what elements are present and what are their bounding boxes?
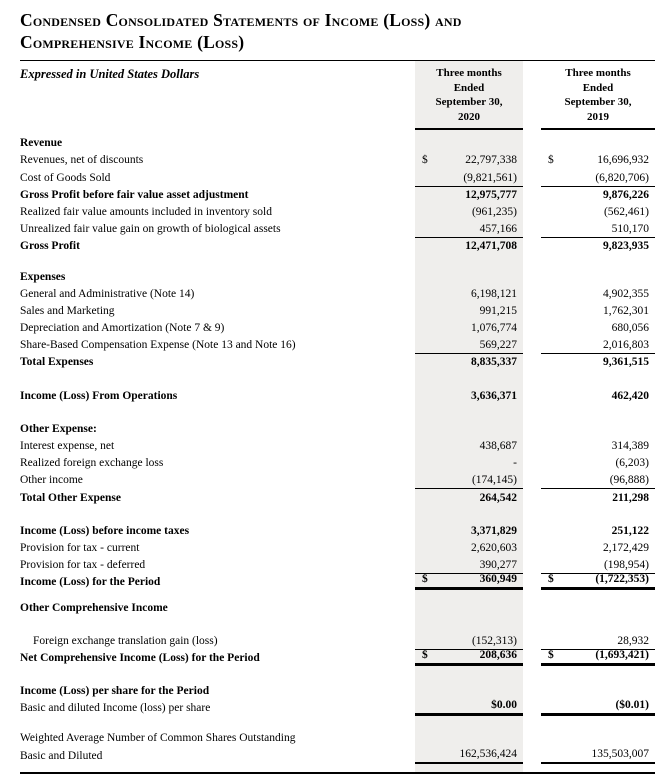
- row-label: Provision for tax - deferred: [20, 559, 146, 572]
- cell-value: 569,227: [479, 339, 517, 352]
- value-cell-2019: [541, 471, 655, 488]
- row-label: Sales and Marketing: [20, 304, 115, 317]
- cell-value: ($0.01): [615, 699, 649, 712]
- dollar-sign: $: [422, 648, 428, 661]
- table-body: [20, 61, 655, 772]
- value-cell-2020: [415, 539, 523, 556]
- value-cell-2020: [415, 302, 523, 319]
- cell-value: 462,420: [611, 389, 649, 402]
- table-row: [20, 598, 655, 615]
- cell-value: (6,203): [615, 457, 649, 470]
- value-cell-2019: [541, 186, 655, 203]
- cell-value: 9,876,226: [603, 188, 649, 201]
- row-spacer: [20, 764, 655, 772]
- value-cell-2019: [541, 539, 655, 556]
- table-row: [20, 336, 655, 353]
- dollar-sign: $: [548, 648, 554, 661]
- row-label: Income (Loss) before income taxes: [20, 524, 190, 537]
- column-spacer: [523, 267, 541, 284]
- cell-value: 4,902,355: [603, 287, 649, 300]
- value-cell-2019: [541, 220, 655, 237]
- statement-title: [20, 9, 655, 53]
- cell-value: 314,389: [611, 440, 649, 452]
- value-cell-2020: [415, 267, 523, 284]
- table-row: [20, 386, 655, 403]
- value-cell-2020: [415, 632, 523, 649]
- column-spacer: [523, 488, 541, 505]
- column-spacer: [523, 285, 541, 302]
- value-cell-2020: [415, 649, 523, 666]
- table-row: [20, 699, 655, 716]
- cell-value: 680,056: [611, 322, 649, 335]
- value-cell-2019: [541, 488, 655, 505]
- dollar-sign: $: [548, 154, 554, 167]
- cell-value: 6,198,121: [471, 287, 517, 300]
- value-cell-2020: [415, 746, 523, 763]
- statement-title-line-2: Comprehensive Income (Loss): [20, 32, 245, 52]
- row-spacer: [20, 506, 655, 522]
- table-row: [20, 151, 655, 168]
- row-label: Weighted Average Number of Common Shares Outstanding: [20, 732, 296, 745]
- value-cell-2020: [415, 729, 523, 746]
- row-label: Basic and diluted Income (loss) per share: [20, 702, 211, 715]
- cell-value: 12,975,777: [465, 188, 517, 201]
- value-cell-2020: [415, 203, 523, 220]
- value-cell-2020: [415, 420, 523, 437]
- row-label: Other income: [20, 474, 83, 487]
- row-label: Realized foreign exchange loss: [20, 457, 164, 470]
- value-cell-2019: [541, 729, 655, 746]
- value-cell-2020: [415, 151, 523, 168]
- column-spacer: [523, 220, 541, 237]
- column-spacer: [523, 319, 541, 336]
- row-label: Net Comprehensive Income (Loss) for the Period: [20, 651, 260, 664]
- dollar-sign: $: [422, 154, 428, 167]
- table-row: [20, 556, 655, 573]
- cell-value: 457,166: [479, 223, 517, 236]
- row-label: Income (Loss) for the Period: [20, 576, 161, 589]
- column-spacer: [523, 353, 541, 370]
- value-cell-2019: [541, 632, 655, 649]
- table-row: [20, 437, 655, 454]
- cell-value: (9,821,561): [463, 171, 517, 184]
- value-cell-2020: [415, 488, 523, 505]
- table-row: [20, 488, 655, 505]
- column-spacer: [523, 729, 541, 746]
- cell-value: 438,687: [479, 440, 517, 452]
- row-label: Other Comprehensive Income: [20, 601, 168, 614]
- table-row: [20, 203, 655, 220]
- row-label: Unrealized fair value gain on growth of biological assets: [20, 223, 281, 236]
- value-cell-2019: [541, 203, 655, 220]
- row-label: Expenses: [20, 270, 66, 283]
- statement-rows: [20, 130, 655, 772]
- cell-value: (174,145): [471, 474, 517, 487]
- bottom-rule: [20, 772, 655, 774]
- cell-value: (198,954): [603, 559, 649, 572]
- value-cell-2020: [415, 522, 523, 539]
- cell-value: 8,835,337: [471, 356, 517, 369]
- cell-value: 1,762,301: [603, 304, 649, 317]
- table-row: [20, 682, 655, 699]
- column-spacer: [523, 336, 541, 353]
- table-row: [20, 522, 655, 539]
- value-cell-2019: [541, 237, 655, 254]
- cell-value: 390,277: [479, 559, 517, 572]
- value-cell-2020: [415, 353, 523, 370]
- column-spacer: [523, 649, 541, 666]
- value-cell-2020: [415, 336, 523, 353]
- cell-value: 28,932: [617, 634, 649, 647]
- table-header: [20, 61, 655, 130]
- value-cell-2020: [415, 682, 523, 699]
- row-label: Revenues, net of discounts: [20, 154, 144, 167]
- cell-value: 991,215: [479, 304, 517, 317]
- cell-value: $0.00: [491, 699, 517, 712]
- row-label: Other Expense:: [20, 422, 97, 435]
- value-cell-2020: [415, 134, 523, 151]
- column-spacer: [523, 203, 541, 220]
- row-spacer: [20, 716, 655, 729]
- row-label: Revenue: [20, 137, 63, 150]
- value-cell-2020: [415, 285, 523, 302]
- value-cell-2019: [541, 454, 655, 471]
- value-cell-2019: [541, 353, 655, 370]
- column-spacer: [523, 598, 541, 615]
- column-spacer: [523, 168, 541, 185]
- table-row: [20, 319, 655, 336]
- table-row: [20, 573, 655, 590]
- dollar-sign: $: [548, 573, 554, 586]
- value-cell-2019: [541, 267, 655, 284]
- cell-value: 2,620,603: [471, 541, 517, 554]
- table-row: [20, 649, 655, 666]
- row-label: Provision for tax - current: [20, 541, 140, 554]
- value-cell-2020: [415, 471, 523, 488]
- table-row: [20, 454, 655, 471]
- value-cell-2020: [415, 573, 523, 590]
- statement-table: [20, 60, 655, 774]
- cell-value: 162,536,424: [459, 747, 517, 760]
- cell-value: 22,797,338: [465, 154, 517, 167]
- cell-value: 251,122: [611, 524, 649, 537]
- column-spacer: [523, 539, 541, 556]
- row-label: General and Administrative (Note 14): [20, 287, 195, 300]
- value-cell-2020: [415, 168, 523, 185]
- value-cell-2019: [541, 285, 655, 302]
- row-spacer: [20, 404, 655, 420]
- row-label: Basic and Diluted: [20, 749, 103, 762]
- column-spacer: [523, 151, 541, 168]
- cell-value: 2,172,429: [603, 541, 649, 554]
- cell-value: 360,949: [479, 573, 517, 586]
- value-cell-2019: [541, 649, 655, 666]
- column-spacer: [523, 134, 541, 151]
- column-spacer: [523, 454, 541, 471]
- cell-value: 9,361,515: [603, 356, 649, 369]
- column-spacer: [523, 420, 541, 437]
- cell-value: 135,503,007: [591, 747, 649, 760]
- table-row: [20, 134, 655, 151]
- value-cell-2020: [415, 386, 523, 403]
- row-label: Foreign exchange translation gain (loss): [33, 634, 218, 647]
- row-label: Gross Profit: [20, 240, 80, 253]
- row-label: Cost of Goods Sold: [20, 171, 111, 184]
- column-spacer: [523, 699, 541, 716]
- cell-value: (1,722,353): [595, 573, 649, 586]
- value-cell-2019: [541, 573, 655, 590]
- value-cell-2020: [415, 699, 523, 716]
- column-spacer: [523, 64, 541, 130]
- table-row: [20, 186, 655, 203]
- value-cell-2019: [541, 302, 655, 319]
- row-label: Interest expense, net: [20, 440, 115, 452]
- table-caption: Expressed in United States Dollars: [20, 67, 200, 81]
- cell-value: (152,313): [471, 634, 517, 647]
- column-spacer: [523, 556, 541, 573]
- table-row: [20, 353, 655, 370]
- column-spacer: [523, 522, 541, 539]
- value-cell-2019: [541, 598, 655, 615]
- row-label: Total Expenses: [20, 356, 94, 369]
- column-spacer: [523, 573, 541, 590]
- value-cell-2019: [541, 437, 655, 454]
- value-cell-2019: [541, 151, 655, 168]
- column-spacer: [523, 746, 541, 763]
- row-spacer: [20, 254, 655, 267]
- value-cell-2019: [541, 682, 655, 699]
- value-cell-2020: [415, 454, 523, 471]
- table-row: [20, 632, 655, 649]
- row-spacer: [20, 590, 655, 598]
- column-header-2020: Three months Ended September 30, 2020: [415, 64, 523, 130]
- value-cell-2019: [541, 746, 655, 763]
- row-spacer: [20, 666, 655, 682]
- value-cell-2019: [541, 522, 655, 539]
- cell-value: 3,636,371: [471, 389, 517, 402]
- row-label: Depreciation and Amortization (Note 7 & 9): [20, 322, 225, 335]
- value-cell-2019: [541, 134, 655, 151]
- cell-value: (1,693,421): [595, 648, 649, 661]
- column-spacer: [523, 632, 541, 649]
- value-cell-2019: [541, 336, 655, 353]
- table-row: [20, 746, 655, 763]
- value-cell-2019: [541, 386, 655, 403]
- value-cell-2020: [415, 220, 523, 237]
- cell-value: 1,076,774: [471, 322, 517, 335]
- column-spacer: [523, 471, 541, 488]
- value-cell-2019: [541, 168, 655, 185]
- row-label: Total Other Expense: [20, 491, 121, 504]
- table-row: [20, 729, 655, 746]
- cell-value: (6,820,706): [595, 171, 649, 184]
- value-cell-2020: [415, 437, 523, 454]
- table-row: [20, 420, 655, 437]
- column-spacer: [523, 237, 541, 254]
- dollar-sign: $: [422, 573, 428, 586]
- column-spacer: [523, 437, 541, 454]
- table-row: [20, 220, 655, 237]
- cell-value: 9,823,935: [603, 240, 649, 253]
- value-cell-2020: [415, 319, 523, 336]
- cell-value: 16,696,932: [597, 154, 649, 167]
- row-label: Income (Loss) per share for the Period: [20, 685, 210, 698]
- row-label: Income (Loss) From Operations: [20, 389, 178, 402]
- table-row: [20, 267, 655, 284]
- table-row: [20, 539, 655, 556]
- table-row: [20, 285, 655, 302]
- cell-value: 3,371,829: [471, 524, 517, 537]
- cell-value: 2,016,803: [603, 339, 649, 352]
- value-cell-2020: [415, 556, 523, 573]
- cell-value: (96,888): [609, 474, 649, 487]
- cell-value: 12,471,708: [465, 240, 517, 253]
- value-cell-2020: [415, 186, 523, 203]
- column-spacer: [523, 386, 541, 403]
- row-spacer: [20, 616, 655, 632]
- cell-value: -: [513, 457, 517, 470]
- row-label: Gross Profit before fair value asset adjustment: [20, 188, 249, 201]
- row-label: Realized fair value amounts included in inventory sold: [20, 205, 272, 218]
- cell-value: 264,542: [479, 491, 517, 504]
- column-spacer: [523, 186, 541, 203]
- value-cell-2019: [541, 420, 655, 437]
- value-cell-2020: [415, 598, 523, 615]
- cell-value: 211,298: [612, 491, 649, 504]
- column-spacer: [523, 682, 541, 699]
- table-row: [20, 168, 655, 185]
- value-cell-2019: [541, 319, 655, 336]
- column-header-2019: Three months Ended September 30, 2019: [541, 64, 655, 130]
- cell-value: 510,170: [611, 223, 649, 236]
- cell-value: (961,235): [471, 205, 517, 218]
- cell-value: 208,636: [479, 648, 517, 661]
- statement-title-line-1: Condensed Consolidated Statements of Income (Loss) and: [20, 10, 462, 30]
- row-spacer: [20, 370, 655, 386]
- value-cell-2019: [541, 699, 655, 716]
- cell-value: (562,461): [603, 205, 649, 218]
- value-cell-2020: [415, 237, 523, 254]
- table-row: [20, 302, 655, 319]
- row-label: Share-Based Compensation Expense (Note 13 and Note 16): [20, 339, 296, 352]
- table-row: [20, 471, 655, 488]
- column-spacer: [523, 302, 541, 319]
- table-row: [20, 237, 655, 254]
- value-cell-2019: [541, 556, 655, 573]
